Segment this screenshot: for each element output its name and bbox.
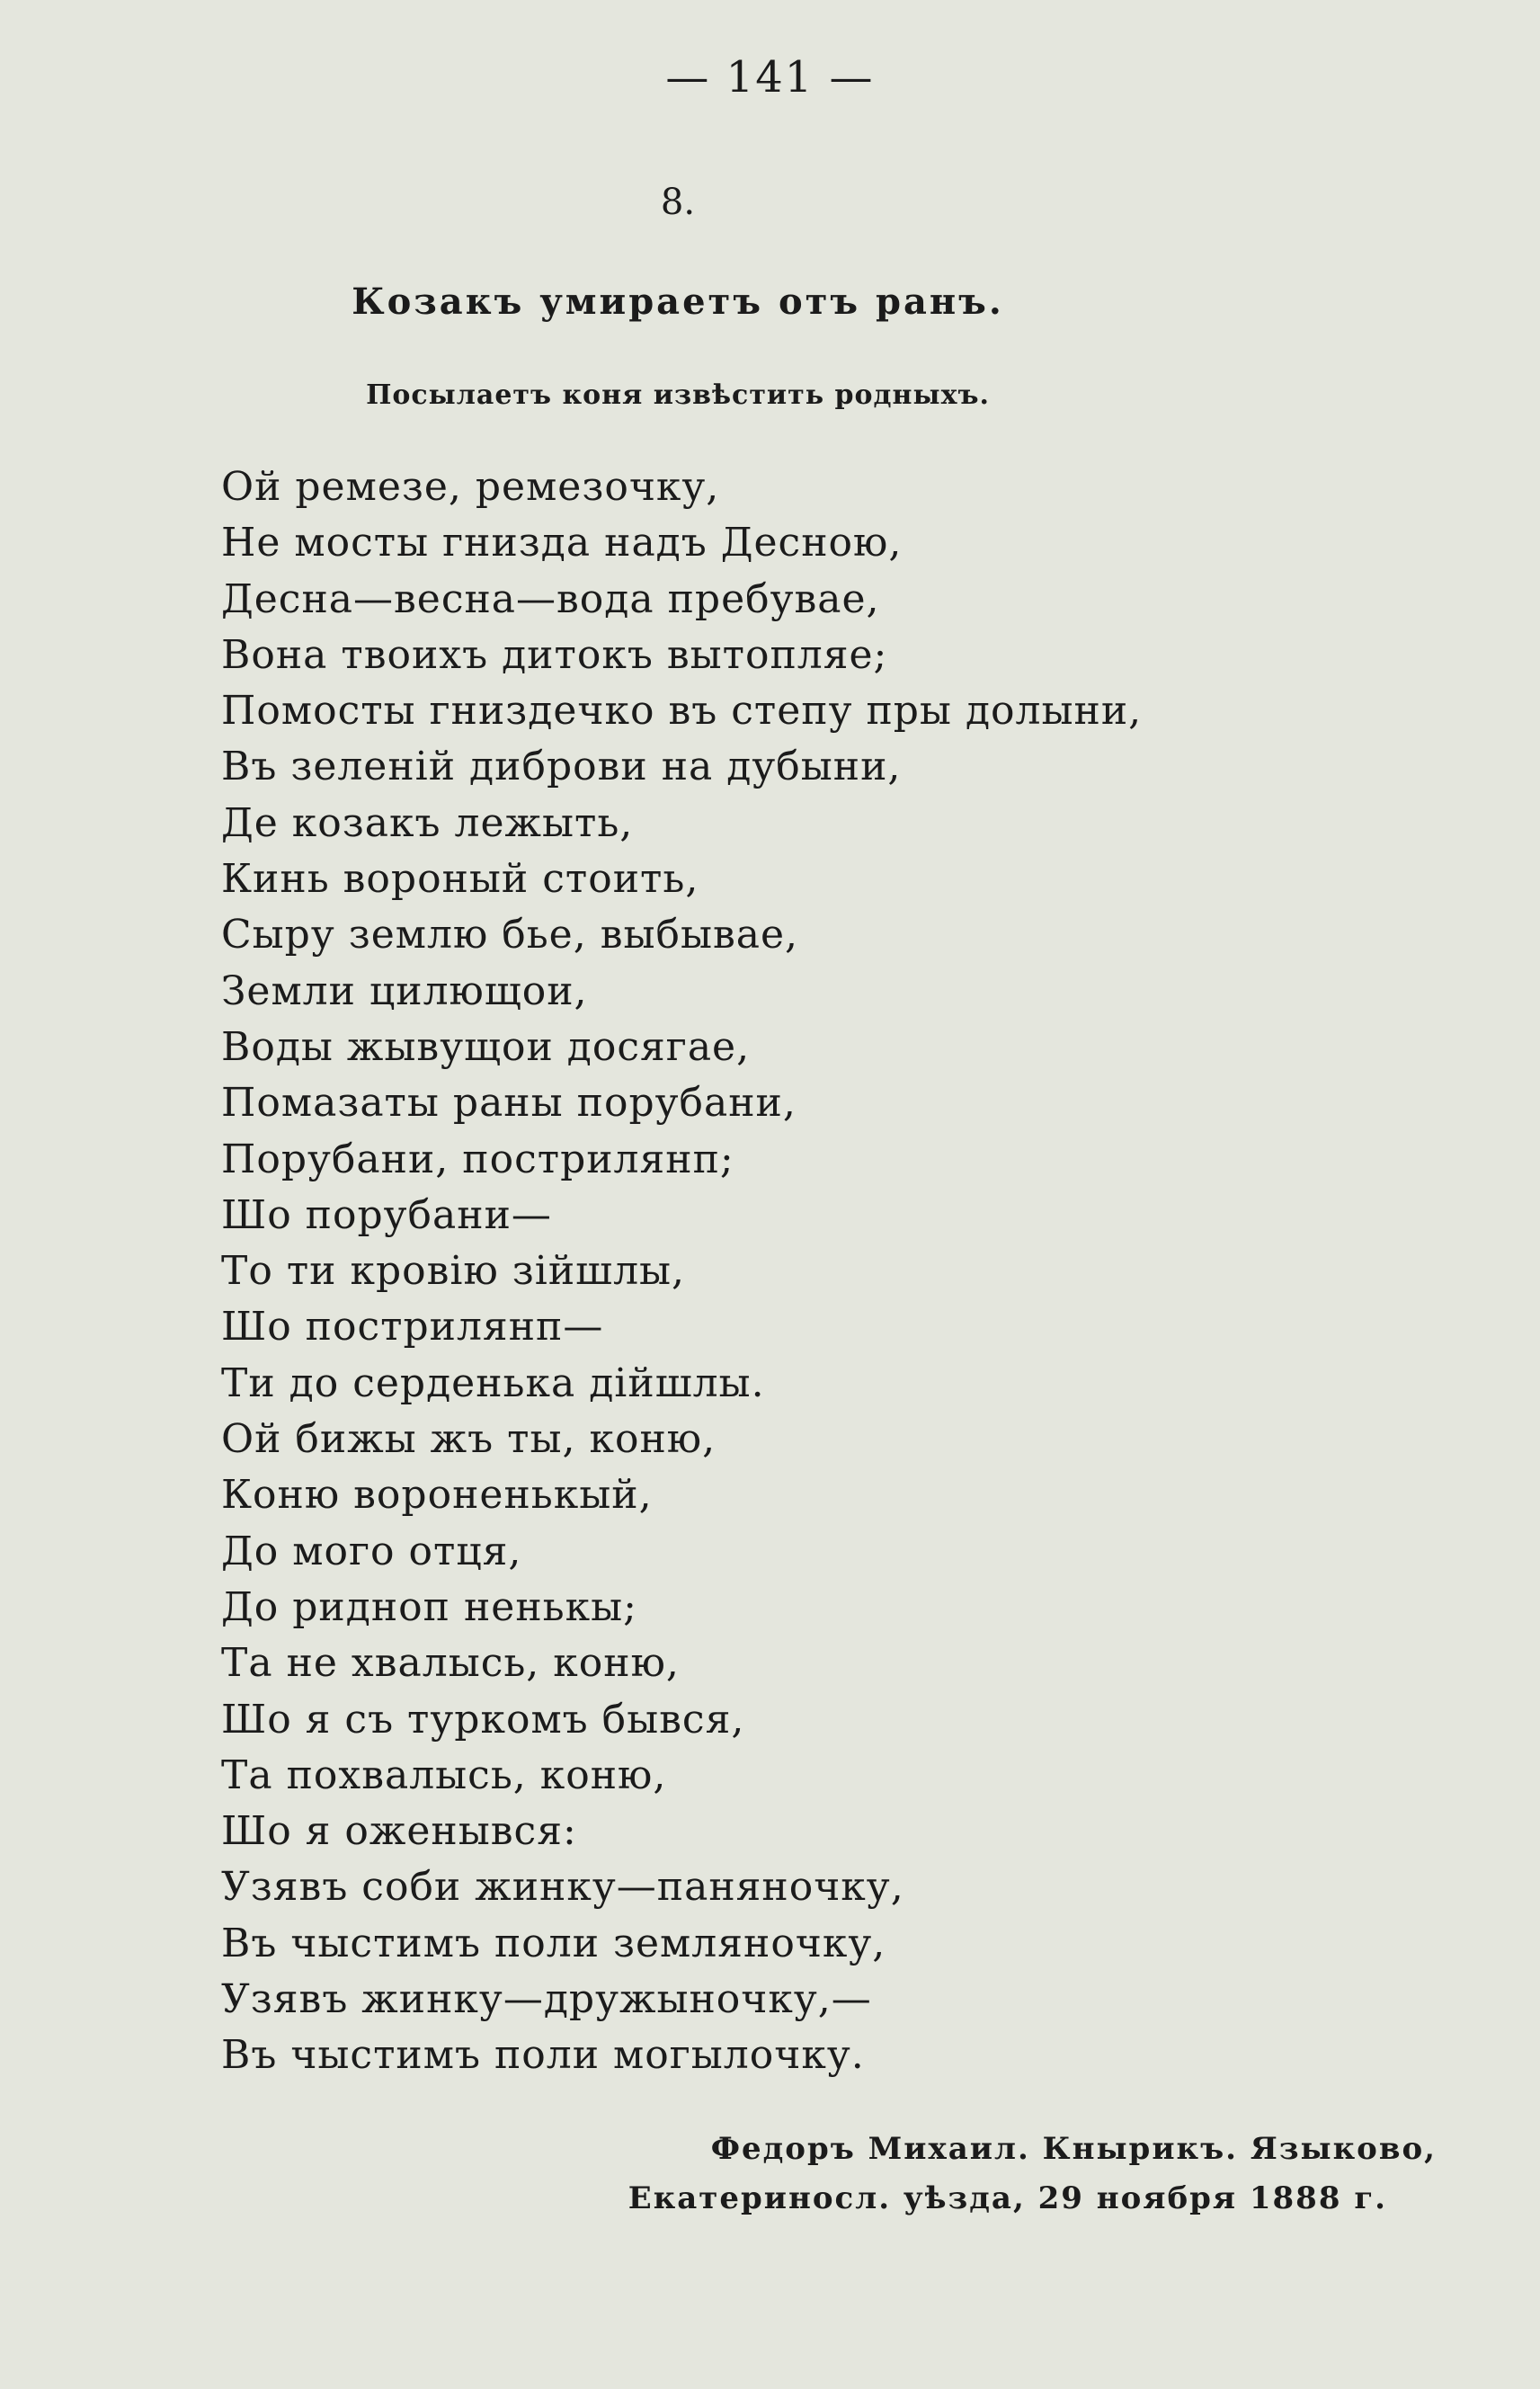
poem-line: Шо порубани— — [221, 1191, 552, 1238]
poem-line: Шо пострилянп— — [221, 1304, 604, 1350]
section-number: 8. — [660, 182, 696, 223]
poem-line: Ой ремезе, ремезочку, — [221, 464, 720, 510]
poem-line: Въ чыстимъ поли могылочку. — [221, 2032, 865, 2079]
poem-line: Шо я съ туркомъ бывся, — [221, 1696, 745, 1743]
poem-line: Кинь вороный стоить, — [221, 856, 699, 903]
poem-line: Коню вороненькый, — [221, 1472, 653, 1519]
poem-line: Воды жывущои досягае, — [221, 1023, 751, 1070]
poem-line: Узявъ жинку—дружыночку,— — [221, 1976, 872, 2023]
poem-line: До ридноп ненькы; — [221, 1583, 637, 1630]
poem-title: Козакъ умираетъ отъ ранъ. — [352, 281, 1004, 323]
poem-line: Та похвалысь, коню, — [221, 1752, 667, 1798]
signature-author-place: Федоръ Михаил. Кнырикъ. Языково, — [710, 2131, 1437, 2167]
poem-line: Ти до серденька дійшлы. — [221, 1359, 765, 1406]
poem-line: Не мосты гнизда надъ Десною, — [221, 520, 903, 566]
poem-line: Ой бижы жъ ты, коню, — [221, 1416, 717, 1463]
poem-subtitle: Посылаетъ коня извѣстить родныхъ. — [366, 379, 990, 411]
poem-line: Сыру землю бье, выбывае, — [221, 912, 799, 958]
poem-line: Помазаты раны порубани, — [221, 1080, 797, 1127]
poem-line: Въ зеленій диброви на дубыни, — [221, 744, 902, 790]
poem-line: До мого отця, — [221, 1528, 522, 1574]
poem-line: Въ чыстимъ поли земляночку, — [221, 1920, 886, 1966]
poem-line: Вона твоихъ дитокъ вытопляе; — [221, 631, 888, 678]
poem-line: Десна—весна—вода пребувае, — [221, 575, 880, 622]
signature-district-date: Екатериносл. уѣзда, 29 ноября 1888 г. — [628, 2180, 1387, 2216]
poem-line: Порубани, пострилянп; — [221, 1136, 734, 1182]
poem-line: То ти кровію зійшлы, — [221, 1248, 686, 1295]
page-number-header: — 141 — — [665, 52, 875, 103]
poem-line: Де козакъ лежыть, — [221, 799, 634, 846]
poem-body — [221, 459, 1345, 2084]
poem-line: Земли цилющои, — [221, 967, 588, 1014]
poem-line: Узявъ соби жинку—паняночку, — [221, 1864, 904, 1911]
poem-line: Помосты гниздечко въ степу пры долыни, — [221, 688, 1143, 735]
poem-line: Шо я оженывся: — [221, 1808, 577, 1855]
poem-line: Та не хвалысь, коню, — [221, 1640, 680, 1687]
